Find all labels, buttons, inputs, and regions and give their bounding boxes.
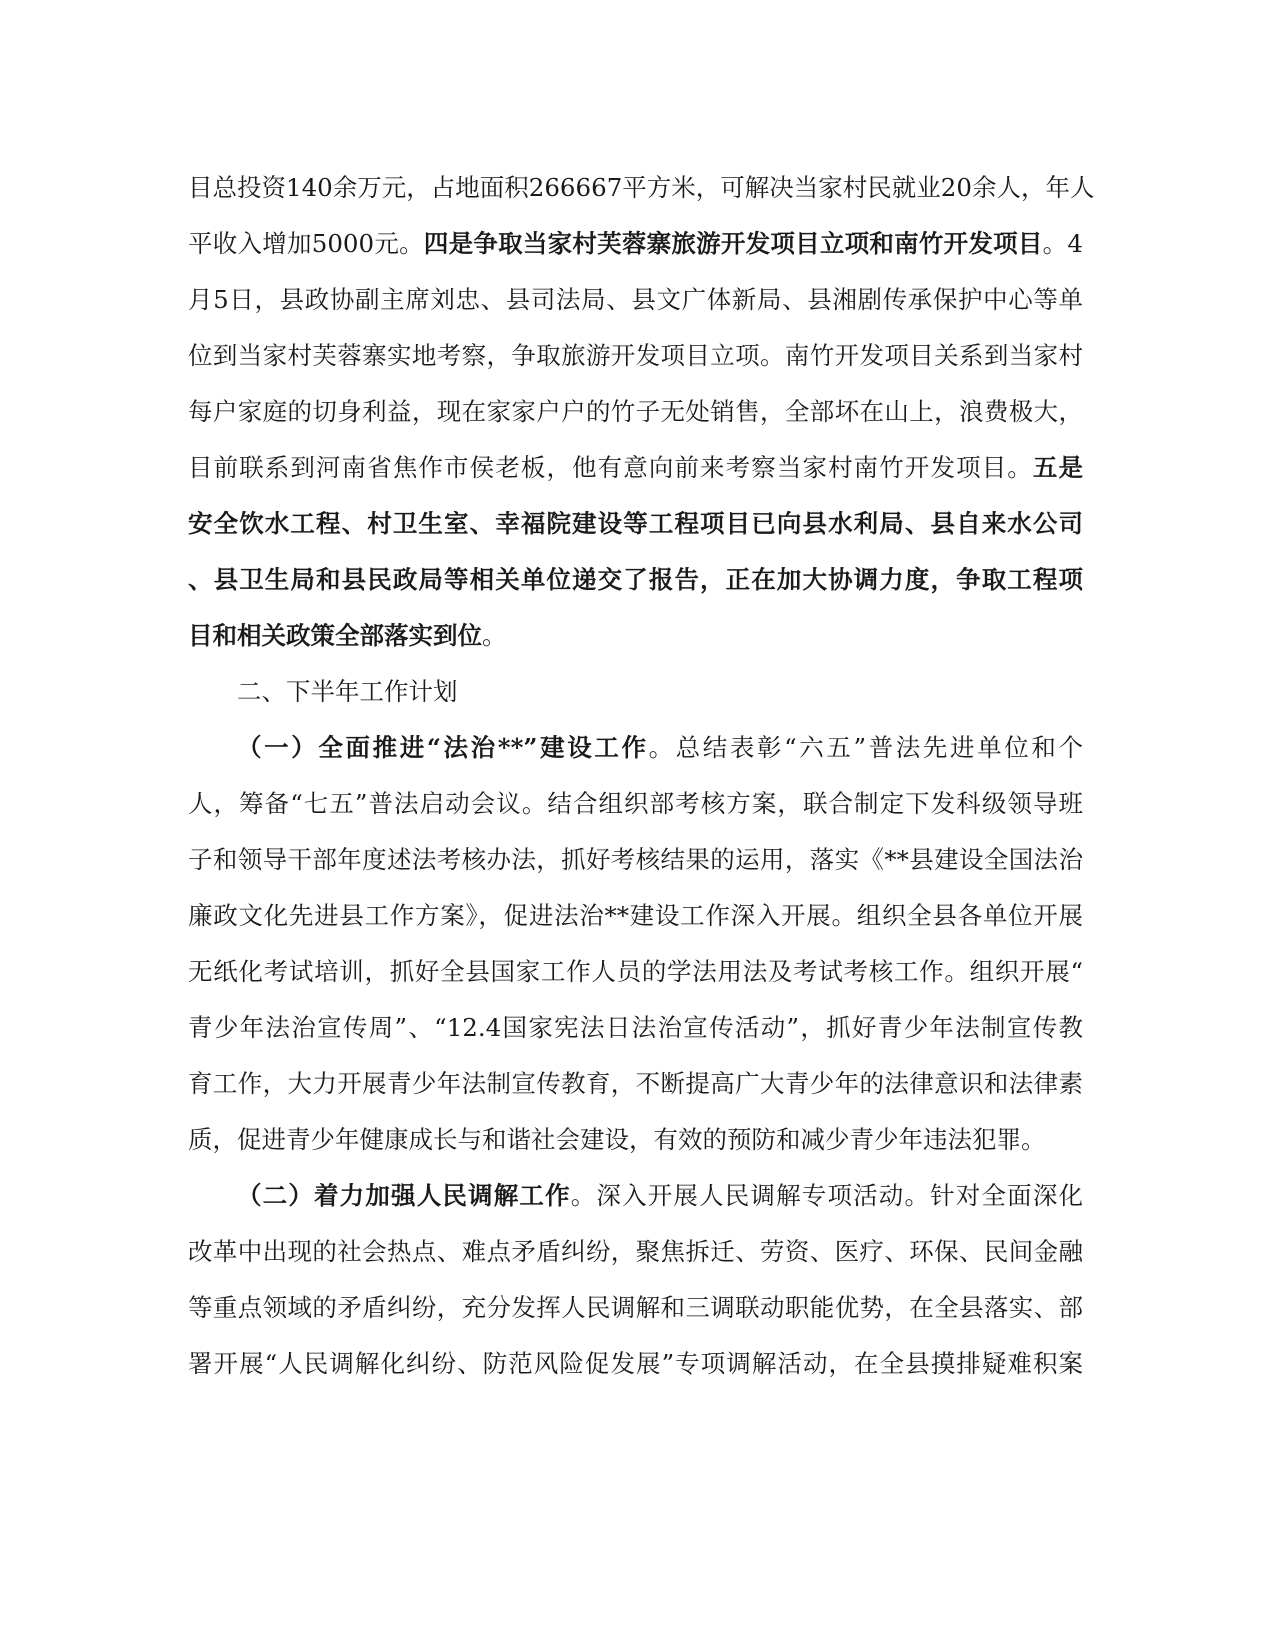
text-line xyxy=(188,672,1083,712)
text-line xyxy=(188,784,1083,824)
text-segment: 改革中出现的社会热点、难点矛盾纠纷，聚焦拆迁、劳资、医疗、环保、民间金融 xyxy=(188,1237,1083,1266)
text-segment: 署开展“人民调解化纠纷、防范风险促发展”专项调解活动，在全县摸排疑难积案 xyxy=(188,1349,1083,1378)
bold-text-segment: （二）着力加强人民调解工作 xyxy=(237,1181,571,1210)
text-line xyxy=(188,1064,1083,1104)
text-segment: 位到当家村芙蓉寨实地考察，争取旅游开发项目立项。南竹开发项目关系到当家村 xyxy=(188,341,1083,370)
text-line xyxy=(188,1120,1083,1160)
text-line xyxy=(188,952,1083,992)
text-segment: 二、下半年工作计划 xyxy=(237,677,458,706)
text-segment: 月5日，县政协副主席刘忠、县司法局、县文广体新局、县湘剧传承保护中心等单 xyxy=(188,285,1083,314)
text-segment: 。总结表彰“六五”普法先进单位和个 xyxy=(648,733,1083,762)
text-line xyxy=(188,504,1083,544)
text-line xyxy=(188,336,1083,376)
text-line xyxy=(188,1288,1083,1328)
text-segment: 。4 xyxy=(1042,229,1084,258)
bold-text-segment: 目和相关政策全部落实到位 xyxy=(188,621,482,650)
text-segment: 廉政文化先进县工作方案》，促进法治**建设工作深入开展。组织全县各单位开展 xyxy=(188,901,1083,930)
text-line xyxy=(188,168,1095,208)
text-line xyxy=(188,896,1083,936)
text-line xyxy=(188,728,1083,768)
text-segment: 目前联系到河南省焦作市侯老板，他有意向前来考察当家村南竹开发项目。 xyxy=(188,453,1033,482)
bold-text-segment: 五是 xyxy=(1032,453,1084,482)
bold-text-segment: 四是争取当家村芙蓉寨旅游开发项目立项和南竹开发项目 xyxy=(423,229,1043,258)
text-line xyxy=(188,1176,1083,1216)
text-line xyxy=(188,392,1083,432)
text-segment: 人，筹备“七五”普法启动会议。结合组织部考核方案，联合制定下发科级领导班 xyxy=(188,789,1083,818)
bold-text-segment: 安全饮水工程、村卫生室、幸福院建设等工程项目已向县水利局、县自来水公司 xyxy=(188,509,1083,538)
text-segment: 质，促进青少年健康成长与和谐社会建设，有效的预防和减少青少年违法犯罪。 xyxy=(188,1125,1046,1154)
text-segment: 。深入开展人民调解专项活动。针对全面深化 xyxy=(570,1181,1083,1210)
text-line xyxy=(188,560,1083,600)
text-segment: 青少年法治宣传周”、“12.4国家宪法日法治宣传活动”，抓好青少年法制宣传教 xyxy=(188,1013,1083,1042)
text-line xyxy=(188,224,1083,264)
text-segment: 等重点领域的矛盾纠纷，充分发挥人民调解和三调联动职能优势，在全县落实、部 xyxy=(188,1293,1083,1322)
text-line xyxy=(188,840,1083,880)
bold-text-segment: （一）全面推进“法治**”建设工作 xyxy=(237,733,649,762)
text-line xyxy=(188,1232,1083,1272)
text-segment: 子和领导干部年度述法考核办法，抓好考核结果的运用，落实《**县建设全国法治 xyxy=(188,845,1083,874)
text-segment: 。 xyxy=(482,621,507,650)
bold-text-segment: 、县卫生局和县民政局等相关单位递交了报告，正在加大协调力度，争取工程项 xyxy=(188,565,1083,594)
text-segment: 每户家庭的切身利益，现在家家户户的竹子无处销售，全部坏在山上，浪费极大， xyxy=(188,397,1083,426)
text-line xyxy=(188,616,1083,656)
text-segment: 无纸化考试培训，抓好全县国家工作人员的学法用法及考试考核工作。组织开展“ xyxy=(188,957,1083,986)
text-segment: 育工作，大力开展青少年法制宣传教育，不断提高广大青少年的法律意识和法律素 xyxy=(188,1069,1083,1098)
text-line xyxy=(188,1344,1083,1384)
text-line xyxy=(188,448,1083,488)
text-segment: 平收入增加5000元。 xyxy=(188,229,424,258)
text-line xyxy=(188,280,1083,320)
text-segment: 目总投资140余万元，占地面积266667平方米，可解决当家村民就业20余人，年人 xyxy=(188,173,1095,202)
text-line xyxy=(188,1008,1083,1048)
